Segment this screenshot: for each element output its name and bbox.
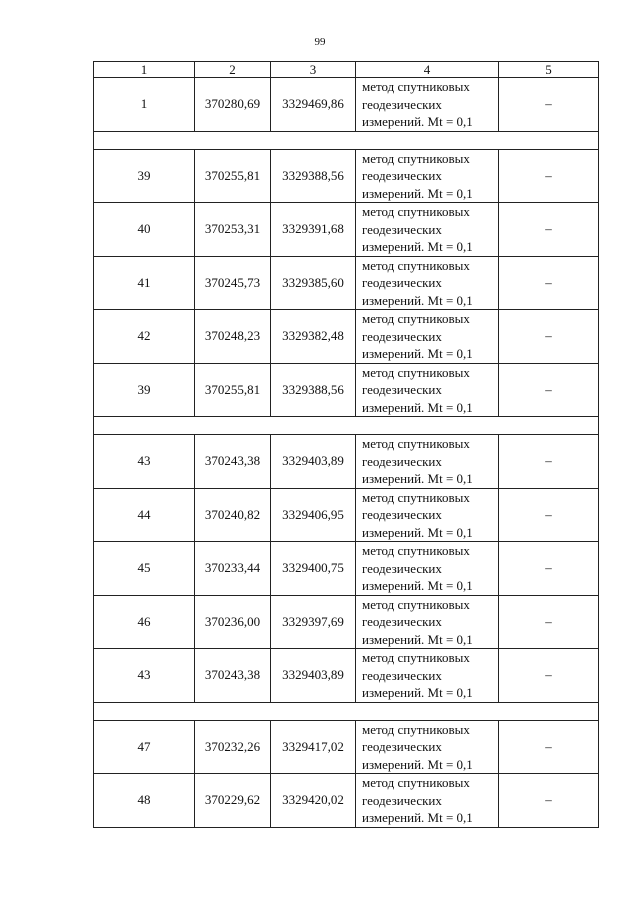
method-line: геодезических: [362, 168, 442, 183]
point-number-cell: 43: [94, 649, 195, 703]
x-coordinate-cell: 370229,62: [195, 774, 271, 828]
table-row: [94, 203, 599, 257]
y-coordinate-cell: 3329406,95: [271, 488, 356, 542]
method-line: геодезических: [362, 96, 442, 112]
separator-row: [94, 131, 599, 149]
method-line: измерений. Mt = 0,1: [362, 756, 473, 772]
y-coordinate-cell: 3329403,89: [271, 435, 356, 489]
y-coordinate-cell: 3329469,86: [271, 78, 356, 132]
y-coordinate-cell: 3329388,56: [271, 149, 356, 203]
value-cell: –: [499, 363, 599, 417]
point-number-cell: 43: [94, 435, 195, 489]
method-cell: [356, 720, 499, 774]
point-number-cell: 45: [94, 542, 195, 596]
y-coordinate-cell: 3329391,68: [271, 203, 356, 257]
table-row: [94, 488, 599, 542]
method-cell: [356, 595, 499, 649]
x-coordinate-cell: 370280,69: [195, 78, 271, 132]
method-cell: [356, 149, 499, 203]
header-cell-3: 3: [271, 62, 356, 78]
method-line: метод спутниковых: [362, 257, 470, 273]
y-coordinate-cell: 3329403,89: [271, 649, 356, 703]
method-line: измерений. Mt = 0,1: [362, 114, 473, 129]
method-line: измерений. Mt = 0,1: [362, 524, 473, 540]
method-line: метод спутниковых: [362, 596, 470, 612]
method-line: геодезических: [362, 614, 442, 629]
method-line: метод спутниковых: [362, 721, 470, 737]
y-coordinate-cell: 3329417,02: [271, 720, 356, 774]
separator-cell: [94, 131, 599, 149]
method-line: измерений. Mt = 0,1: [362, 471, 473, 486]
method-line: геодезических: [362, 453, 442, 469]
method-line: измерений. Mt = 0,1: [362, 239, 473, 254]
table-body: [94, 62, 599, 828]
method-line: геодезических: [362, 221, 442, 237]
separator-cell: [94, 702, 599, 720]
x-coordinate-cell: 370236,00: [195, 595, 271, 649]
method-line: измерений. Mt = 0,1: [362, 631, 473, 647]
y-coordinate-cell: 3329400,75: [271, 542, 356, 596]
table-row: [94, 363, 599, 417]
value-cell: –: [499, 203, 599, 257]
coordinates-table: [93, 61, 599, 828]
header-cell-2: 2: [195, 62, 271, 78]
value-cell: –: [499, 149, 599, 203]
method-cell: [356, 203, 499, 257]
table-row: [94, 256, 599, 310]
table-row: [94, 595, 599, 649]
method-cell: [356, 774, 499, 828]
point-number-cell: 42: [94, 310, 195, 364]
method-line: метод спутниковых: [362, 364, 470, 380]
value-cell: –: [499, 595, 599, 649]
method-line: геодезических: [362, 667, 442, 683]
x-coordinate-cell: 370232,26: [195, 720, 271, 774]
method-line: измерений. Mt = 0,1: [362, 685, 473, 700]
y-coordinate-cell: 3329420,02: [271, 774, 356, 828]
x-coordinate-cell: 370253,31: [195, 203, 271, 257]
method-line: измерений. Mt = 0,1: [362, 185, 473, 201]
y-coordinate-cell: 3329385,60: [271, 256, 356, 310]
y-coordinate-cell: 3329397,69: [271, 595, 356, 649]
page-number: 99: [314, 36, 326, 48]
x-coordinate-cell: 370233,44: [195, 542, 271, 596]
method-line: измерений. Mt = 0,1: [362, 578, 473, 593]
table-row: [94, 310, 599, 364]
value-cell: –: [499, 720, 599, 774]
method-cell: [356, 542, 499, 596]
point-number-cell: 39: [94, 363, 195, 417]
point-number-cell: 44: [94, 488, 195, 542]
x-coordinate-cell: 370240,82: [195, 488, 271, 542]
separator-row: [94, 702, 599, 720]
header-cell-4: 4: [356, 62, 499, 78]
method-line: геодезических: [362, 507, 442, 522]
x-coordinate-cell: 370248,23: [195, 310, 271, 364]
y-coordinate-cell: 3329388,56: [271, 363, 356, 417]
method-line: метод спутниковых: [362, 204, 470, 219]
table-row: [94, 649, 599, 703]
method-cell: [356, 649, 499, 703]
method-line: измерений. Mt = 0,1: [362, 346, 473, 361]
method-line: метод спутниковых: [362, 543, 470, 558]
method-cell: [356, 256, 499, 310]
x-coordinate-cell: 370243,38: [195, 649, 271, 703]
method-cell: [356, 435, 499, 489]
header-row: [94, 62, 599, 78]
point-number-cell: 48: [94, 774, 195, 828]
header-cell-5: 5: [499, 62, 599, 78]
table-row: [94, 720, 599, 774]
method-line: метод спутниковых: [362, 650, 470, 665]
method-line: метод спутниковых: [362, 775, 470, 790]
x-coordinate-cell: 370243,38: [195, 435, 271, 489]
point-number-cell: 41: [94, 256, 195, 310]
method-line: метод спутниковых: [362, 436, 470, 451]
point-number-cell: 1: [94, 78, 195, 132]
x-coordinate-cell: 370255,81: [195, 363, 271, 417]
table-row: [94, 435, 599, 489]
method-line: геодезических: [362, 792, 442, 808]
method-cell: [356, 488, 499, 542]
y-coordinate-cell: 3329382,48: [271, 310, 356, 364]
method-line: измерений. Mt = 0,1: [362, 399, 473, 415]
table-row: [94, 78, 599, 132]
table-row: [94, 542, 599, 596]
value-cell: –: [499, 78, 599, 132]
x-coordinate-cell: 370255,81: [195, 149, 271, 203]
value-cell: –: [499, 649, 599, 703]
method-line: геодезических: [362, 328, 442, 344]
method-line: геодезических: [362, 560, 442, 576]
method-line: метод спутниковых: [362, 150, 470, 166]
method-cell: [356, 363, 499, 417]
value-cell: –: [499, 435, 599, 489]
method-line: метод спутниковых: [362, 489, 470, 505]
value-cell: –: [499, 542, 599, 596]
value-cell: –: [499, 310, 599, 364]
method-line: метод спутниковых: [362, 79, 470, 94]
separator-row: [94, 417, 599, 435]
table-row: [94, 774, 599, 828]
method-line: геодезических: [362, 275, 442, 290]
separator-cell: [94, 417, 599, 435]
table-row: [94, 149, 599, 203]
header-cell-1: 1: [94, 62, 195, 78]
point-number-cell: 39: [94, 149, 195, 203]
point-number-cell: 47: [94, 720, 195, 774]
point-number-cell: 46: [94, 595, 195, 649]
value-cell: –: [499, 774, 599, 828]
point-number-cell: 40: [94, 203, 195, 257]
value-cell: –: [499, 488, 599, 542]
x-coordinate-cell: 370245,73: [195, 256, 271, 310]
method-cell: [356, 78, 499, 132]
method-line: геодезических: [362, 739, 442, 754]
method-line: геодезических: [362, 382, 442, 397]
method-line: метод спутниковых: [362, 311, 470, 326]
method-cell: [356, 310, 499, 364]
value-cell: –: [499, 256, 599, 310]
method-line: измерений. Mt = 0,1: [362, 292, 473, 308]
method-line: измерений. Mt = 0,1: [362, 810, 473, 825]
